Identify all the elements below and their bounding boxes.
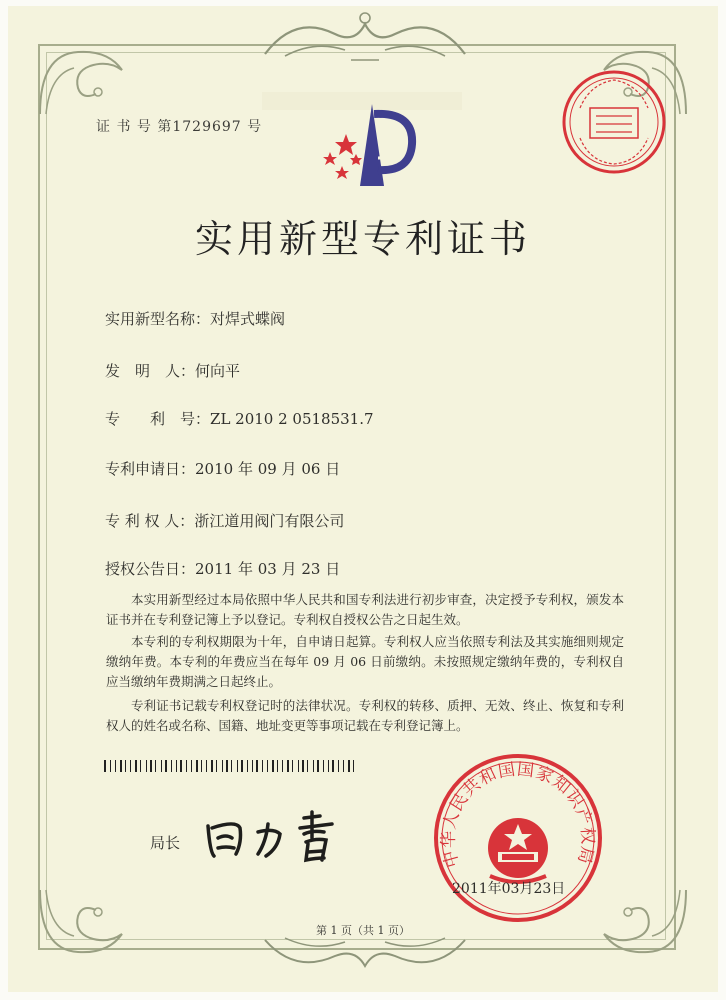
barcode-bar bbox=[226, 760, 228, 772]
barcode-bar bbox=[206, 760, 207, 772]
paragraph-text: 专利证书记载专利权登记时的法律状况。专利权的转移、质押、无效、终止、恢复和专利权人的姓名或名称、国籍、地址变更等事项记载在专利登记簿上。 bbox=[106, 698, 624, 733]
field-inventor bbox=[105, 360, 240, 381]
barcode-bar bbox=[313, 760, 314, 772]
barcode-bar bbox=[140, 760, 141, 772]
barcode-bar bbox=[247, 760, 248, 772]
barcode-bar bbox=[110, 760, 111, 772]
barcode-bar bbox=[348, 760, 350, 772]
barcode-bar bbox=[115, 760, 116, 772]
barcode-bar bbox=[216, 760, 217, 772]
director-signature-icon bbox=[200, 808, 360, 868]
field-value: ZL 2010 2 0518531.7 bbox=[210, 410, 374, 428]
field-label: 专利申请日： bbox=[105, 460, 196, 478]
paragraph-term bbox=[106, 632, 624, 692]
page-number: 第 1 页（共 1 页） bbox=[316, 924, 410, 937]
barcode-bar bbox=[338, 760, 339, 772]
barcode-bar bbox=[252, 760, 253, 772]
barcode-bar bbox=[272, 760, 274, 772]
barcode-bar bbox=[256, 760, 258, 772]
barcode-bar bbox=[104, 760, 106, 772]
barcode-bar bbox=[282, 760, 283, 772]
barcode-bar bbox=[211, 760, 213, 772]
field-label: 实用新型名称： bbox=[105, 310, 211, 328]
barcode-bar bbox=[186, 760, 187, 772]
barcode-bar bbox=[292, 760, 293, 772]
barcode-bar bbox=[201, 760, 202, 772]
field-value: 2011 年 03 月 23 日 bbox=[195, 560, 341, 578]
corner-ornament-icon bbox=[38, 44, 158, 116]
barcode-bar bbox=[171, 760, 172, 772]
barcode-bar bbox=[302, 760, 304, 772]
barcode-bar bbox=[130, 760, 131, 772]
barcode-bar bbox=[180, 760, 182, 772]
paragraph-legal-status bbox=[106, 696, 624, 736]
barcode-bar bbox=[323, 760, 324, 772]
national-seal-icon bbox=[432, 752, 604, 924]
barcode-bar bbox=[120, 760, 122, 772]
field-value: 浙江道用阀门有限公司 bbox=[194, 512, 345, 530]
patent-office-logo-icon bbox=[316, 100, 428, 192]
barcode-bar bbox=[332, 760, 334, 772]
barcode-bar bbox=[161, 760, 162, 772]
barcode-bar bbox=[343, 760, 344, 772]
barcode-bar bbox=[237, 760, 238, 772]
barcode-bar bbox=[146, 760, 147, 772]
field-grant-announcement-date bbox=[105, 558, 340, 579]
field-label: 专 利 号： bbox=[105, 410, 211, 428]
barcode-icon bbox=[104, 760, 356, 772]
barcode-bar bbox=[287, 760, 289, 772]
field-value: 2010 年 09 月 06 日 bbox=[195, 460, 341, 478]
barcode-bar bbox=[222, 760, 223, 772]
document-title: 实用新型专利证书 bbox=[194, 217, 531, 261]
barcode-bar bbox=[317, 760, 319, 772]
paragraph-text: 本专利的专利权期限为十年，自申请日起算。专利权人应当依照专利法及其实施细则规定缴纳年费。本专利的年费应当在每年 09 月 06 日前缴纳。未按照规定缴纳年费的，专利权自应当缴纳年费期满之日起终止。 bbox=[106, 634, 624, 689]
barcode-bar bbox=[135, 760, 137, 772]
field-utility-model-name bbox=[105, 308, 285, 329]
barcode-bar bbox=[176, 760, 177, 772]
field-label: 发 明 人： bbox=[105, 362, 196, 380]
field-label: 专 利 权 人： bbox=[105, 512, 195, 530]
barcode-bar bbox=[277, 760, 278, 772]
certificate-number: 证 书 号 第1729697 号 bbox=[96, 119, 263, 135]
barcode-bar bbox=[353, 760, 354, 772]
barcode-bar bbox=[231, 760, 232, 772]
paragraph-text: 本实用新型经过本局依照中华人民共和国专利法进行初步审查，决定授予专利权，颁发本证书并在专利登记簿上予以登记。专利权自授权公告之日起生效。 bbox=[106, 592, 624, 627]
svg-text:中华人民共和国国家知识产权局: 中华人民共和国国家知识产权局 bbox=[438, 759, 598, 870]
barcode-bar bbox=[262, 760, 263, 772]
barcode-bar bbox=[196, 760, 198, 772]
barcode-bar bbox=[298, 760, 299, 772]
barcode-bar bbox=[241, 760, 243, 772]
paragraph-grant bbox=[106, 590, 624, 630]
barcode-bar bbox=[165, 760, 167, 772]
barcode-bar bbox=[191, 760, 192, 772]
top-ornament-icon bbox=[255, 4, 475, 70]
barcode-bar bbox=[307, 760, 308, 772]
field-value: 何向平 bbox=[195, 362, 241, 380]
seal-date: 2011年03月23日 bbox=[452, 881, 566, 897]
field-label: 授权公告日： bbox=[105, 560, 196, 578]
director-label: 局长 bbox=[150, 834, 181, 852]
barcode-bar bbox=[150, 760, 152, 772]
tax-stamp-icon bbox=[560, 68, 668, 176]
barcode-bar bbox=[155, 760, 156, 772]
barcode-bar bbox=[267, 760, 268, 772]
barcode-bar bbox=[125, 760, 126, 772]
field-patentee bbox=[105, 510, 344, 531]
field-value: 对焊式蝶阀 bbox=[210, 310, 286, 328]
field-application-date bbox=[105, 458, 340, 479]
barcode-bar bbox=[328, 760, 329, 772]
field-patent-number bbox=[105, 408, 374, 429]
